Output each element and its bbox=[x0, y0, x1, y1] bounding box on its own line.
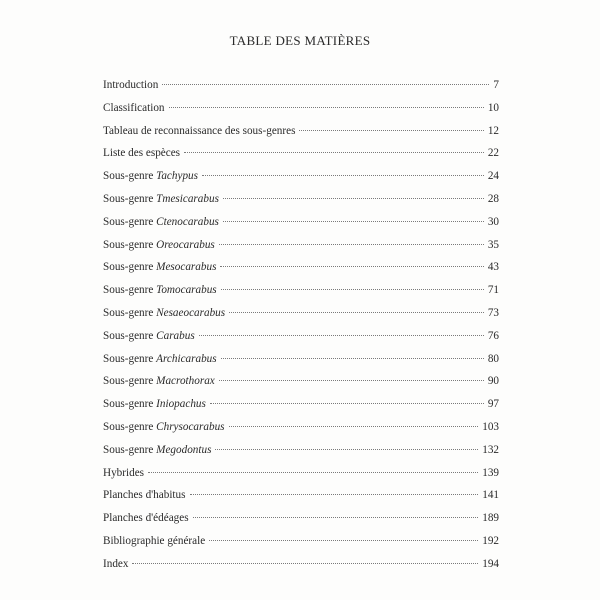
dot-leader bbox=[193, 517, 479, 518]
dot-leader bbox=[202, 175, 484, 176]
toc-page-number: 73 bbox=[487, 306, 499, 319]
toc-entry-label bbox=[103, 511, 189, 525]
dot-leader bbox=[162, 84, 489, 85]
toc-page-number: 132 bbox=[482, 443, 499, 456]
toc-entry-text: Planches d'habitus bbox=[103, 489, 186, 502]
dot-leader bbox=[210, 403, 484, 404]
toc-entry bbox=[103, 146, 499, 169]
toc-page-number: 189 bbox=[482, 512, 499, 525]
dot-leader bbox=[220, 266, 483, 267]
toc-entry-subgenus: Iniopachus bbox=[156, 398, 206, 411]
toc-entry bbox=[103, 329, 499, 352]
toc-entry bbox=[103, 511, 499, 534]
toc-entry-subgenus: Chrysocarabus bbox=[156, 420, 225, 433]
toc-page-number: 35 bbox=[487, 238, 499, 251]
toc-entry bbox=[103, 352, 499, 375]
toc-entry-text: Sous-genre bbox=[103, 329, 157, 342]
toc-entry-text: Sous-genre bbox=[103, 192, 157, 205]
toc-entry-text: Index bbox=[103, 557, 129, 570]
dot-leader bbox=[184, 152, 484, 153]
table-of-contents bbox=[103, 78, 499, 580]
dot-leader bbox=[169, 107, 484, 108]
toc-entry bbox=[103, 101, 499, 124]
toc-page-number: 139 bbox=[482, 466, 499, 479]
toc-entry bbox=[103, 215, 499, 238]
toc-entry bbox=[103, 397, 499, 420]
toc-entry-text: Sous-genre bbox=[103, 352, 157, 365]
toc-entry-text: Bibliographie générale bbox=[103, 534, 206, 547]
toc-entry bbox=[103, 283, 499, 306]
toc-entry-label bbox=[103, 420, 225, 434]
toc-entry-text: Sous-genre bbox=[103, 170, 157, 183]
toc-entry-label bbox=[103, 443, 211, 457]
toc-entry bbox=[103, 443, 499, 466]
toc-page-number: 71 bbox=[487, 284, 499, 297]
toc-page-number: 194 bbox=[482, 557, 499, 570]
toc-page-number: 141 bbox=[482, 489, 499, 502]
toc-page-number: 90 bbox=[487, 375, 499, 388]
toc-entry-text: Tableau de reconnaissance des sous-genres bbox=[103, 124, 296, 137]
toc-page-number: 24 bbox=[487, 170, 499, 183]
toc-entry-label bbox=[103, 169, 198, 183]
dot-leader bbox=[199, 335, 484, 336]
toc-entry-label bbox=[103, 397, 206, 411]
toc-entry-label bbox=[103, 466, 144, 480]
toc-entry-label bbox=[103, 488, 186, 502]
toc-page-number: 97 bbox=[487, 398, 499, 411]
toc-entry bbox=[103, 169, 499, 192]
toc-entry-subgenus: Carabus bbox=[156, 329, 195, 342]
toc-page-number: 76 bbox=[487, 329, 499, 342]
toc-page-number: 192 bbox=[482, 534, 499, 547]
dot-leader bbox=[221, 358, 484, 359]
toc-entry-label bbox=[103, 260, 216, 274]
toc-entry-subgenus: Tachypus bbox=[156, 170, 198, 183]
dot-leader bbox=[223, 198, 484, 199]
toc-entry-label bbox=[103, 124, 295, 138]
toc-entry-text: Sous-genre bbox=[103, 284, 157, 297]
dot-leader bbox=[219, 244, 484, 245]
toc-entry-text: Classification bbox=[103, 101, 165, 114]
toc-entry-label bbox=[103, 192, 219, 206]
toc-entry-subgenus: Ctenocarabus bbox=[156, 215, 219, 228]
dot-leader bbox=[148, 472, 478, 473]
toc-entry-text: Sous-genre bbox=[103, 306, 157, 319]
toc-entry bbox=[103, 124, 499, 147]
toc-entry-subgenus: Megodontus bbox=[156, 443, 212, 456]
toc-page-number: 103 bbox=[482, 420, 499, 433]
toc-entry bbox=[103, 420, 499, 443]
toc-entry-subgenus: Nesaeocarabus bbox=[156, 306, 226, 319]
dot-leader bbox=[229, 426, 479, 427]
toc-entry-label bbox=[103, 283, 217, 297]
toc-entry-subgenus: Tomocarabus bbox=[156, 284, 217, 297]
toc-entry bbox=[103, 306, 499, 329]
toc-entry bbox=[103, 374, 499, 397]
dot-leader bbox=[190, 494, 479, 495]
toc-page-number: 28 bbox=[487, 192, 499, 205]
dot-leader bbox=[299, 130, 483, 131]
toc-page-number: 7 bbox=[493, 79, 499, 91]
toc-entry-text: Sous-genre bbox=[103, 398, 157, 411]
toc-entry-text: Hybrides bbox=[103, 466, 145, 479]
toc-entry bbox=[103, 557, 499, 580]
toc-entry-text: Sous-genre bbox=[103, 215, 157, 228]
toc-entry-label bbox=[103, 101, 165, 115]
dot-leader bbox=[209, 540, 478, 541]
toc-page-number: 80 bbox=[487, 352, 499, 365]
toc-entry-subgenus: Mesocarabus bbox=[156, 261, 217, 274]
toc-entry-subgenus: Oreocarabus bbox=[156, 238, 215, 251]
toc-entry bbox=[103, 238, 499, 261]
dot-leader bbox=[215, 449, 478, 450]
toc-entry bbox=[103, 534, 499, 557]
toc-page-number: 12 bbox=[487, 124, 499, 137]
toc-entry-subgenus: Tmesicarabus bbox=[156, 192, 219, 205]
toc-entry-text: Sous-genre bbox=[103, 443, 157, 456]
toc-entry-text: Liste des espèces bbox=[103, 147, 181, 160]
toc-entry-text: Sous-genre bbox=[103, 420, 157, 433]
dot-leader bbox=[229, 312, 484, 313]
toc-entry bbox=[103, 78, 499, 101]
dot-leader bbox=[221, 289, 484, 290]
toc-page-number: 22 bbox=[487, 147, 499, 160]
toc-page-number: 10 bbox=[487, 101, 499, 114]
toc-entry-label bbox=[103, 352, 217, 366]
toc-entry-text: Sous-genre bbox=[103, 238, 157, 251]
toc-entry-label bbox=[103, 146, 180, 160]
dot-leader bbox=[132, 563, 478, 564]
toc-entry bbox=[103, 260, 499, 283]
toc-entry-text: Introduction bbox=[103, 79, 159, 91]
toc-page-number: 43 bbox=[487, 261, 499, 274]
toc-entry bbox=[103, 466, 499, 489]
page-title: TABLE DES MATIÈRES bbox=[229, 32, 371, 48]
toc-entry-text: Sous-genre bbox=[103, 261, 157, 274]
toc-entry-label bbox=[103, 374, 215, 388]
toc-entry-subgenus: Archicarabus bbox=[156, 352, 217, 365]
toc-entry-text: Planches d'édéages bbox=[103, 512, 189, 525]
toc-entry-label bbox=[103, 238, 215, 252]
dot-leader bbox=[223, 221, 484, 222]
toc-page-number: 30 bbox=[487, 215, 499, 228]
dot-leader bbox=[219, 380, 484, 381]
toc-entry-label bbox=[103, 78, 158, 92]
toc-entry-label bbox=[103, 329, 195, 343]
toc-entry-label bbox=[103, 534, 205, 548]
toc-entry-subgenus: Macrothorax bbox=[156, 375, 215, 388]
toc-entry-label bbox=[103, 306, 225, 320]
toc-entry-text: Sous-genre bbox=[103, 375, 157, 388]
toc-entry-label bbox=[103, 557, 128, 571]
toc-entry-label bbox=[103, 215, 219, 229]
toc-entry bbox=[103, 192, 499, 215]
toc-entry bbox=[103, 488, 499, 511]
